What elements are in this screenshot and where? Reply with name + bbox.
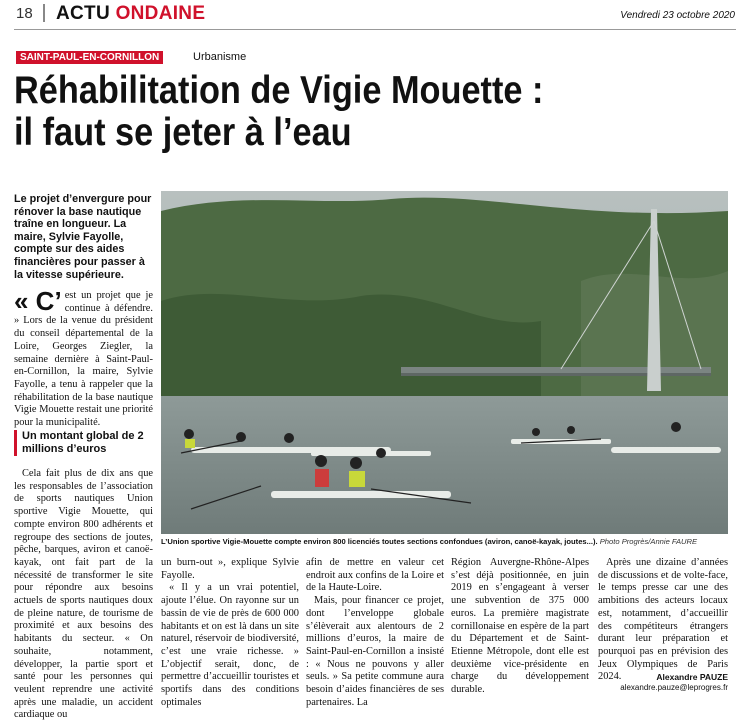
subheading: Un montant global de 2 millions d’euros <box>14 430 161 456</box>
category-label: Urbanisme <box>193 51 247 63</box>
issue-date: Vendredi 23 octobre 2020 <box>620 10 735 21</box>
body-column-2 <box>161 557 299 709</box>
page-number-divider <box>43 4 45 22</box>
author-name: Alexandre PAUZE <box>656 672 728 682</box>
dropcap: « C’ <box>14 286 62 316</box>
body-paragraph: Région Auvergne-Rhône-Alpes s’est déjà positionnée, en juin 2019 en s’engageant à verser une subvention de 375 000 euros. La première magistrate cornillonaise en espère de la part du Département et de Saint-Etienne Métropole, dont elle est deuxième vice-présidente en charge du développement durable. <box>451 557 589 696</box>
body-paragraph: Mais, pour financer ce projet, dont l’enveloppe globale s’élèverait aux alentours de 2 millions d’euros, la maire de Saint-Paul-en-Cornillon a insisté : « Nous ne pouvons y aller seuls. » Sa petite commune aura besoin d’aides financières de ses partenaires. La <box>306 595 444 708</box>
body-paragraph: un burn-out », explique Sylvie Fayolle. <box>161 557 299 581</box>
headline <box>14 70 652 154</box>
article-lead: Le projet d’envergure pour rénover la base nautique traîne en longueur. La maire, Sylvie Fayolle, compte sur des aides financières pour passer à la vitesse supérieure. <box>14 193 152 281</box>
body-column-5 <box>598 557 728 684</box>
author-email[interactable]: alexandre.pauze@leprogres.fr <box>620 683 728 692</box>
rubrique-actu: ACTU <box>56 3 110 24</box>
section-rubrique <box>56 3 205 25</box>
article-photo <box>161 191 728 534</box>
rubrique-ondaine: ONDAINE <box>115 3 206 24</box>
photo-caption <box>161 537 728 546</box>
page-number: 18 <box>16 5 33 22</box>
headline-line-1: Réhabilitation de Vigie Mouette : <box>14 69 544 112</box>
body-column-1 <box>14 468 153 722</box>
location-tag: SAINT-PAUL-EN-CORNILLON <box>16 51 163 64</box>
body-paragraph: Cela fait plus de dix ans que les responsables de l’association de sports nautiques Union sportive Vigie Mouette, qui compte environ 800 adhérents et regroupe des sections de joutes, pêche, barques, aviron et canoë-kayak, ont fait part de la nécessité de transformer le site pour répondre aux besoins actuels de sports nautiques doux de pleine nature, de tourisme de proximité et aux besoins des habitants du secteur. « On souhaite, notamment, développer, la partie sport et santé pour les personnes qui veulent reprendre une activité après une maladie, un accident cardiaque ou <box>14 468 153 721</box>
caption-text: L’Union sportive Vigie-Mouette compte environ 800 licenciés toutes sections confondues (aviron, canoë-kayak, joutes...). <box>161 537 598 546</box>
headline-line-2: il faut se jeter à l’eau <box>14 111 352 154</box>
intro-text: est un projet que je continue à défendre. » Lors de la venue du président du conseil départemental de la Loire, Georges Ziegler, la semaine dernière à Saint-Paul-en-Cornillon, la maire, Sylvie Fayolle, a tenu à rappeler que la réhabilitation de la base nautique Vigie Mouette restait une priorité pour la municipalité. <box>14 290 153 429</box>
header-rule <box>14 29 736 30</box>
body-column-4 <box>451 557 589 697</box>
body-paragraph: afin de mettre en valeur cet endroit aux confins de la Loire et de la Haute-Loire. <box>306 557 444 594</box>
article-intro <box>14 286 153 430</box>
body-paragraph: « Il y a un vrai potentiel, ajoute l’élue. On rayonne sur un bassin de vie de près de 600 000 habitants et on est là dans un site naturel, réservoir de biodiversité, c’est une vraie richesse. » L’objectif serait, donc, de permettre d’accueillir touristes et sportifs dans des conditions optimales <box>161 582 299 708</box>
photo-credit: Photo Progrès/Annie FAURE <box>599 537 698 546</box>
body-paragraph: Après une dizaine d’années de discussions et de volte-face, le temps presse car une des ambitions des acteurs locaux est, notamment, d’accueillir des compétiteurs étrangers durant leur préparation et pourquoi pas en prévision des Jeux Olympiques de Paris 2024. <box>598 557 728 683</box>
body-column-3 <box>306 557 444 709</box>
